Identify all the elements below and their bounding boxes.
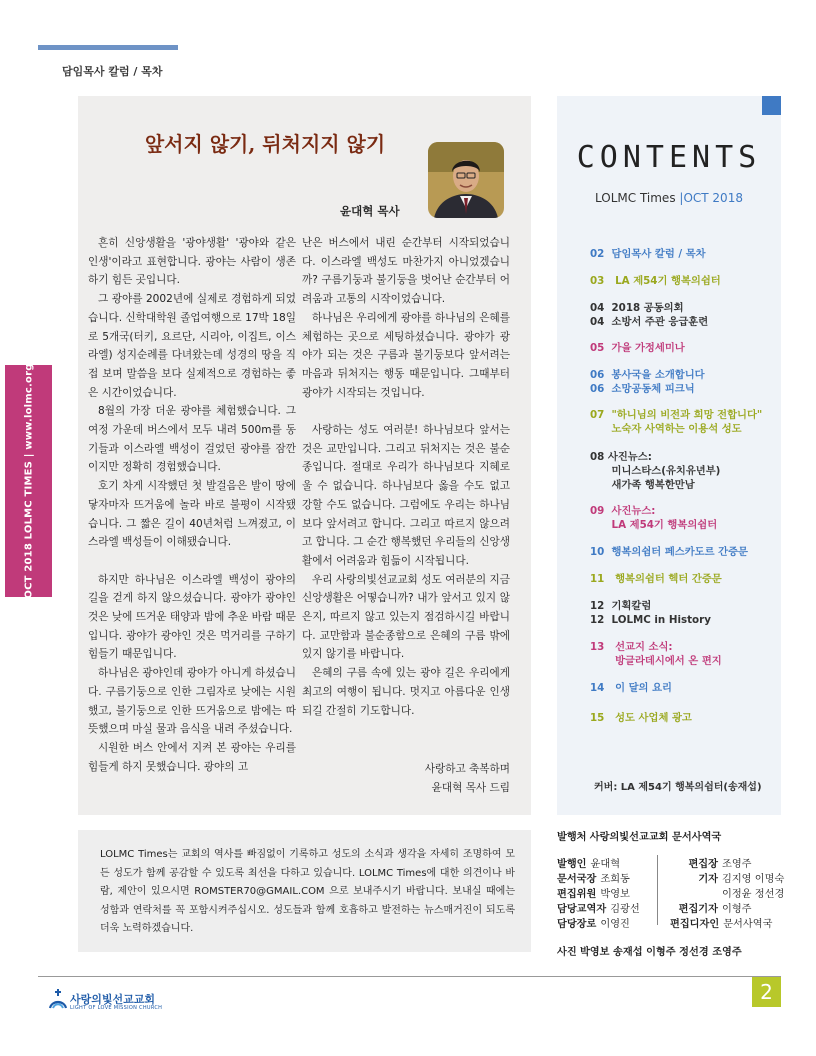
staff-row xyxy=(557,915,630,930)
vertical-side-tab xyxy=(5,365,52,597)
staff-label: 편집장 xyxy=(688,859,718,870)
toc-item[interactable] xyxy=(590,681,780,695)
cover-note: 커버: LA 제54기 행복의쉼터(송재섭) xyxy=(594,782,762,793)
staff-value: 박영보 xyxy=(600,889,630,900)
staff-row xyxy=(670,870,784,885)
staff-row xyxy=(670,900,752,915)
paragraph: 흔히 신앙생활을 '광야생활' '광야와 같은 인생'이라고 표현합니다. 광야는 사람이 생존하기 힘든 곳입니다. xyxy=(88,237,296,287)
toc-item-line: 04 소방서 주관 응급훈련 xyxy=(590,316,709,328)
church-logo-text: 사랑의빛선교교회 xyxy=(70,993,156,1006)
toc-item-line: 08 사진뉴스: xyxy=(590,451,652,463)
paragraph: 은혜의 구름 속에 있는 광야 길은 우리에게 최고의 여행이 됩니다. 멋지고 아름다운 인생 되길 간절히 기도합니다. xyxy=(302,667,510,717)
toc-item-line: 새가족 행복한만남 xyxy=(590,479,695,491)
toc-item[interactable] xyxy=(590,504,780,532)
toc-item[interactable] xyxy=(590,368,780,396)
photo-label: 사진 xyxy=(557,947,577,958)
toc-item[interactable] xyxy=(590,301,780,329)
staff-value: 조영주 xyxy=(722,859,752,870)
toc-item-line: 02 담임목사 칼럼 / 목차 xyxy=(590,248,706,260)
toc-item-line: 04 2018 공동의회 xyxy=(590,302,684,314)
staff-label: 편집위원 xyxy=(557,889,597,900)
paragraph: 우리 사랑의빛선교교회 성도 여러분의 지금 신앙생활은 어떻습니까? 내가 앞서고 있지 않은지, 따르지 않고 있는지 점검하시길 바랍니다. 교만함과 불순종함으로 은혜의 구름 밖에 있지 않기를 바랍니다. xyxy=(302,573,510,661)
toc-item-line: 11 행복의쉼터 헥터 간증문 xyxy=(590,573,722,585)
staff-row xyxy=(670,915,772,930)
toc-item-line: LA 제54기 행복의쉼터 xyxy=(590,519,718,531)
staff-value: 김지영 이명숙 xyxy=(722,874,785,885)
church-logo-subtext: LIGHT OF LOVE MISSION CHURCH xyxy=(70,1005,163,1011)
toc-item-line: 06 봉사국을 소개합니다 xyxy=(590,369,705,381)
article-title: 앞서지 않기, 뒤처지지 않기 xyxy=(144,132,386,156)
paragraph: 하나님은 광야인데 광야가 아니게 하셨습니다. 구름기둥으로 인한 그림자로 낮에는 시원했고, 불기둥으로 인한 뜨거움으로 밤에는 따뜻했으며 마실 물과 음식을 내려 주셨습니다. xyxy=(88,667,296,736)
article-column-1 xyxy=(88,234,296,776)
issue-date: OCT 2018 xyxy=(683,191,743,205)
staff-row xyxy=(557,900,640,915)
paragraph: 사랑하는 성도 여러분! 하나님보다 앞서는 것은 교만입니다. 그리고 뒤처지는 것은 불순종입니다. 절대로 우리가 하나님보다 지혜로울 수 없습니다. 하나님보다 옳을 수도 없고 강할 수도 없습니다. 그럼에도 우리는 하나님보다 앞서려고 합니다. 그리고 따르지 않으려고 합니다. 그 순간 행복했던 우리들의 신앙생활에서 어려움과 힘듦이 시작됩니다. xyxy=(302,424,510,567)
corner-square xyxy=(762,96,781,115)
toc-item[interactable] xyxy=(590,545,780,559)
toc-item[interactable] xyxy=(590,572,780,586)
staff-value: 조희동 xyxy=(600,874,630,885)
toc-item-line: 14 이 달의 요리 xyxy=(590,682,672,694)
paragraph: 하나님은 우리에게 광야를 하나님의 은혜를 체험하는 곳으로 세팅하셨습니다. 광야가 광야가 되는 것은 구름과 불기둥보다 앞서려는 마음과 뒤처지는 행동 때문입니다. 그때부터 광야가 시작되는 것입니다. xyxy=(302,311,510,399)
paragraph: 그 광야를 2002년에 실제로 경험하게 되었습니다. 신학대학원 졸업여행으로 17박 18일로 5개국(터키, 요르단, 시리아, 이집트, 이스라엘) 성지순례를 다녀왔는데 성경의 땅을 직접 보며 말씀을 보다 실제적으로 경험하는 좋은 시간이었습니다. xyxy=(88,293,296,399)
issue-separator: | xyxy=(679,191,684,205)
paragraph: 난은 버스에서 내린 순간부터 시작되었습니다. 이스라엘 백성도 마찬가지 아니었겠습니까? 구름기둥과 불기둥을 벗어난 순간부터 어려움과 고통의 시작이었습니다. xyxy=(302,237,510,306)
toc-item-line: 15 성도 사업체 광고 xyxy=(590,712,692,724)
staff-divider xyxy=(657,855,658,925)
toc-item[interactable] xyxy=(590,274,780,288)
staff-value: 김광선 xyxy=(610,904,640,915)
toc-item-line: 13 선교지 소식: xyxy=(590,641,673,653)
article-closing xyxy=(302,760,510,797)
staff-label: 편집기자 xyxy=(678,904,718,915)
toc-item-line: 12 LOLMC in History xyxy=(590,614,711,626)
footer-rule xyxy=(38,976,781,977)
toc-item-line: 방글라데시에서 온 편지 xyxy=(590,655,722,667)
issue-name: LOLMC Times xyxy=(595,191,676,205)
contents-title: CONTENTS xyxy=(576,140,762,175)
staff-label: 편집디자인 xyxy=(670,919,720,930)
closing-signature: 윤대혁 목사 드림 xyxy=(431,781,510,794)
issue-line xyxy=(557,191,781,205)
staff-row xyxy=(557,855,620,870)
paragraph: 8월의 가장 더운 광야를 체험했습니다. 그 여정 가운데 버스에서 모두 내려 500m를 동기들과 이스라엘 백성이 걸었던 광야를 잠깐이지만 정확히 경험했습니다. xyxy=(88,405,296,474)
toc-item[interactable] xyxy=(590,450,780,492)
staff-value: 문서사역국 xyxy=(723,919,773,930)
toc-item[interactable] xyxy=(590,247,780,261)
photo-credit-line xyxy=(557,943,742,958)
staff-label: 기자 xyxy=(698,874,718,885)
toc-item[interactable] xyxy=(590,711,780,725)
publisher-line xyxy=(557,828,721,843)
staff-row xyxy=(557,870,630,885)
staff-row xyxy=(670,885,784,900)
toc-item[interactable] xyxy=(590,341,780,355)
toc-item-line: 12 기획칼럼 xyxy=(590,600,652,612)
intro-text: LOLMC Times는 교회의 역사를 빠짐없이 기록하고 성도의 소식과 생각을 자세히 조명하여 모든 성도가 함께 공감할 수 있도록 최선을 다하고 있습니다. LOLMC Times에 대한 의견이나 바람, 제안이 있으시면 ROMSTER70@GMAIL.COM 으로 보내주시기 바랍니다. 보내실 때에는 성함과 연락처를 꼭 포함시켜주십시오. 성도들과 함께 호흡하고 발전하는 뉴스매거진이 되도록 더욱 노력하겠습니다. xyxy=(100,849,515,934)
toc-item-line: 10 행복의쉼터 페스카도르 간증문 xyxy=(590,546,748,558)
pastor-photo xyxy=(428,142,504,218)
toc-item-line: 09 사진뉴스: xyxy=(590,505,656,517)
paragraph: 시원한 버스 안에서 지켜 본 광야는 우리를 힘들게 하지 못했습니다. 광야의 고 xyxy=(88,741,296,773)
article-column-2 xyxy=(302,234,510,720)
staff-value: 이영진 xyxy=(600,919,630,930)
staff-label: 발행인 xyxy=(557,859,587,870)
staff-row xyxy=(557,885,630,900)
staff-label: 담당교역자 xyxy=(557,904,607,915)
toc-item-line: 06 소망공동체 피크닉 xyxy=(590,383,695,395)
toc-item-line: 미니스타스(유치유년부) xyxy=(590,465,721,477)
photo-credits: 박영보 송재섭 이형주 정선경 조영주 xyxy=(579,947,742,958)
top-accent-bar xyxy=(38,45,178,50)
toc-item-line: 03 LA 제54기 행복의쉼터 xyxy=(590,275,721,287)
closing-line: 사랑하고 축복하며 xyxy=(424,763,510,775)
page-number: 2 xyxy=(752,977,781,1007)
staff-label: 문서국장 xyxy=(557,874,597,885)
toc-item-line: 05 가을 가정세미나 xyxy=(590,342,685,354)
toc-item[interactable] xyxy=(590,408,780,436)
staff-value: 이정윤 정선경 xyxy=(722,889,785,900)
staff-label: 담당장로 xyxy=(557,919,597,930)
vertical-side-text: OCT 2018 LOLMC TIMES | www.lolmc.org xyxy=(23,363,34,599)
article-author: 윤대혁 목사 xyxy=(340,204,400,218)
paragraph: 하지만 하나님은 이스라엘 백성이 광야의 길을 걷게 하지 않으셨습니다. 광야가 광야인 것은 낮에 뜨거운 태양과 밤에 추운 바람 때문입니다. 광야가 광야인 것은 먹거리를 구하기 힘들기 때문입니다. xyxy=(88,573,296,661)
publisher-label: 발행처 xyxy=(557,832,587,843)
toc-item[interactable] xyxy=(590,640,780,668)
publisher-name: 사랑의빛선교교회 문서사역국 xyxy=(589,832,722,843)
toc-item-line: 07 "하니님의 비전과 희망 전합니다" xyxy=(590,409,763,421)
section-label: 담임목사 칼럼 / 목차 xyxy=(62,65,163,78)
staff-row xyxy=(670,855,752,870)
staff-value: 윤대혁 xyxy=(590,859,621,870)
paragraph: 호기 차게 시작했던 첫 발걸음은 발이 땅에 닿자마자 뜨거움에 놀라 바로 불평이 시작됐습니다. 그 짧은 길이 40년처럼 느껴졌고, 이스라엘 백성들이 이해됐습니다. xyxy=(88,480,296,549)
toc-item[interactable] xyxy=(590,599,780,627)
staff-value: 이형주 xyxy=(722,904,752,915)
church-logo-icon xyxy=(48,988,68,1014)
toc-item-line: 노숙자 사역하는 이용석 성도 xyxy=(590,423,742,435)
